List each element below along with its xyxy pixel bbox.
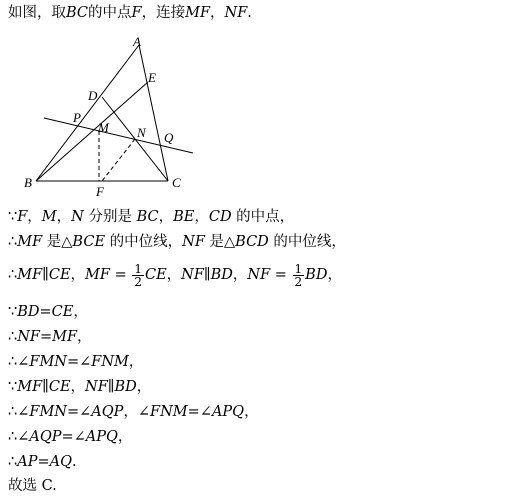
therefore-symbol: ∴: [8, 234, 18, 250]
label-f: F: [96, 184, 104, 199]
because-symbol: ∵: [8, 304, 18, 320]
math-text: BC: [136, 209, 159, 225]
text: ，: [232, 267, 248, 283]
text: ，: [128, 354, 144, 370]
math-text: MF: [17, 234, 43, 250]
text: .: [71, 454, 77, 470]
math-text: MF: [85, 267, 110, 283]
label-q: Q: [164, 130, 174, 145]
answer-text: 故选 C.: [8, 478, 57, 494]
solution-line-4: [8, 303, 88, 321]
intro-f: F: [131, 5, 142, 21]
math-text: ∠FMN=∠FNM: [17, 354, 129, 370]
math-text: BCD: [235, 234, 269, 250]
therefore-symbol: ∴: [8, 354, 18, 370]
math-text: CD: [208, 209, 232, 225]
solution-line-11: [8, 477, 57, 495]
label-m: M: [98, 120, 109, 135]
therefore-symbol: ∴: [8, 404, 18, 420]
solution-line-3: [8, 260, 342, 290]
fraction-numerator: 1: [294, 261, 303, 276]
label-n: N: [137, 125, 146, 140]
parallel-symbol: ∥: [42, 267, 49, 283]
fraction-numerator: 1: [134, 261, 142, 276]
math-text: BD: [114, 379, 137, 395]
intro-text: 的中点: [88, 5, 132, 21]
math-text: F: [17, 209, 28, 225]
text: ，: [70, 267, 86, 283]
math-text: M: [41, 209, 57, 225]
fraction-half: [132, 263, 144, 288]
solution-line-5: [8, 328, 92, 346]
solution-line-9: [8, 428, 132, 446]
text: ，: [327, 267, 342, 283]
solution-line-1: [8, 208, 294, 226]
label-b: B: [24, 175, 32, 190]
solution-line-6: [8, 353, 143, 371]
parallel-symbol: ∥: [107, 379, 115, 395]
text: 是△: [42, 234, 73, 250]
intro-text: ，: [210, 5, 225, 21]
math-text: N: [71, 209, 84, 225]
text: 是△: [204, 234, 236, 250]
intro-text: ，连接: [141, 5, 186, 21]
intro-text: 如图，取: [8, 5, 66, 21]
text: 的中位线，: [105, 234, 183, 250]
text: ，: [194, 209, 209, 225]
text: ，: [158, 209, 174, 225]
math-text: NF=MF: [17, 329, 78, 345]
label-d: D: [88, 88, 98, 103]
label-a: A: [133, 34, 141, 49]
text: ，: [136, 379, 152, 395]
math-text: AP=AQ: [17, 454, 72, 470]
fraction-denominator: 2: [294, 274, 303, 289]
label-p: P: [73, 110, 81, 125]
fraction-half: [293, 263, 305, 288]
text: ，: [56, 209, 72, 225]
parallel-symbol: ∥: [203, 267, 211, 283]
math-text: ∠AQP=∠APQ: [17, 429, 118, 445]
because-symbol: ∵: [8, 379, 18, 395]
text: =: [109, 267, 132, 283]
math-text: MF: [17, 379, 43, 395]
math-text: CE: [144, 267, 167, 283]
intro-mf: MF: [185, 5, 211, 21]
text: 分别是: [83, 209, 137, 225]
math-text: NF: [181, 267, 204, 283]
math-text: BE: [173, 209, 195, 225]
intro-nf: NF: [224, 5, 248, 21]
side-ab: [36, 45, 139, 181]
therefore-symbol: ∴: [8, 429, 18, 445]
text: 的中点，: [231, 209, 295, 225]
intro-bc: BC: [66, 5, 89, 21]
text: 的中位线，: [268, 234, 346, 250]
text: ，: [27, 209, 42, 225]
math-text: BD=CE: [17, 304, 74, 320]
text: ，: [70, 379, 86, 395]
therefore-symbol: ∴: [8, 267, 18, 283]
math-text: NF: [182, 234, 205, 250]
solution-line-10: [8, 453, 77, 471]
fraction-denominator: 2: [134, 274, 142, 289]
label-c: C: [172, 175, 181, 190]
solution-line-8: [8, 403, 259, 421]
math-text: BD: [210, 267, 233, 283]
math-text: BD: [305, 267, 328, 283]
math-text: NF: [85, 379, 108, 395]
solution-line-7: [8, 378, 151, 396]
math-text: ∠FNM=∠APQ: [137, 404, 245, 420]
math-text: BCE: [72, 234, 106, 250]
therefore-symbol: ∴: [8, 454, 18, 470]
intro-text: .: [247, 5, 252, 21]
segment-nf: [102, 139, 135, 181]
side-ac: [139, 45, 168, 181]
text: ，: [166, 267, 182, 283]
text: ，: [244, 404, 259, 420]
because-symbol: ∵: [8, 209, 18, 225]
math-text: ∠FMN=∠AQP: [17, 404, 124, 420]
text: ，: [117, 429, 133, 445]
math-text: CE: [48, 379, 71, 395]
text: ，: [73, 304, 88, 320]
label-e: E: [148, 70, 156, 85]
solution-line-2: [8, 233, 346, 251]
math-text: NF: [247, 267, 271, 283]
text: ，: [77, 329, 92, 345]
parallel-symbol: ∥: [42, 379, 49, 395]
math-text: CE: [48, 267, 71, 283]
therefore-symbol: ∴: [8, 329, 18, 345]
text: =: [270, 267, 292, 283]
math-text: MF: [17, 267, 43, 283]
text: ，: [123, 404, 138, 420]
